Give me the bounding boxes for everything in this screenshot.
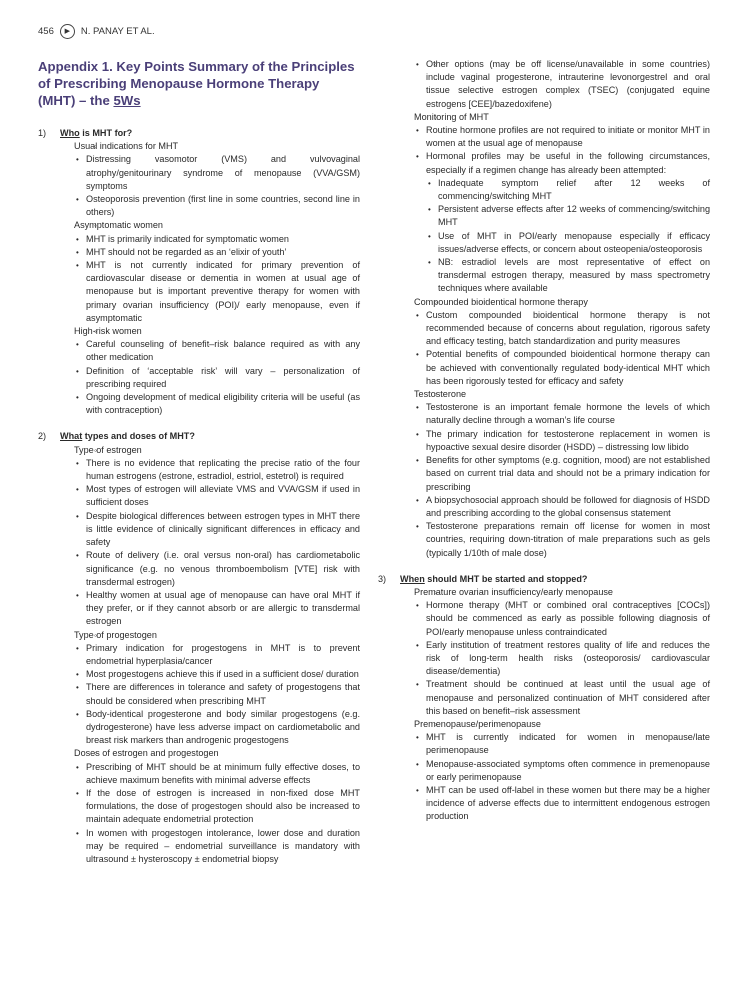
journal-logo-icon: ▶ (60, 24, 75, 39)
list-item: • ◦ Other options (may be off license/unavailable in some countries) include vaginal progesterone, intrauterine levonorgestrel and oral tissue selective estrogen complex (TSEC) (conjugated equine estrogens [CEE]/bazedoxifene) (426, 58, 710, 111)
list-item: • Osteoporosis prevention (first line in some countries, second line in others) (86, 193, 360, 219)
list-item: • NB: estradiol levels are most representative of effect on transdermal estrogen therapy, measured by mass spectrometry techniques where available (438, 256, 710, 296)
continued-group (414, 58, 710, 111)
list-item: • If the dose of estrogen is increased in non-fixed dose MHT formulations, the dose of progestogen should also be increased to maintain adequate endometrial protection (86, 787, 360, 827)
section-when: 3) When should MHT be started and stopped? (378, 573, 588, 584)
list-item: • Potential benefits of compounded bioidentical hormone therapy can be achieved with conventionally regulated body-identical MHT which has been rigorously tested for efficacy and safety (426, 348, 710, 388)
list-item: • Definition of ‘acceptable risk’ will vary – personalization of prescribing required (86, 365, 360, 391)
group-poi: ◦ Premature ovarian insufficiency/early menopause • Hormone therapy (MHT or combined oral contraceptives [COCs]) should be commenced as early as possible following diagnosis of POI/early menopause unless contraindicated • Early institution of treatment restores quality of life and reduces the risk of long-term health risks (osteoporosis/ cardiovascular disease/dementia) • Treatment should be continued at least until the usual age of menopause and personalized continuation of MHT considered after this based on benefit–risk assessment (414, 586, 710, 718)
list-item: • Most progestogens achieve this if used in a sufficient dose/ duration (86, 668, 360, 681)
list-item: • Benefits for other symptoms (e.g. cognition, mood) are not established based on current trial data and should not be a primary indication for prescribing (426, 454, 710, 494)
list-item: • Early institution of treatment restores quality of life and reduces the risk of long-term health risks (osteoporosis/ cardiovascular disease/dementia) (426, 639, 710, 679)
appendix-title: Appendix 1. Key Points Summary of the Principles of Prescribing Menopause Hormone Therapy (MHT) – the 5Ws (38, 59, 355, 108)
list-item: • Despite biological differences between estrogen types in MHT there is little evidence of clinically significant differences in efficacy and safety (86, 510, 360, 550)
list-item: • MHT is currently indicated for women in menopause/late perimenopause (426, 731, 710, 757)
section-who: 1) Who is MHT for? (38, 128, 133, 138)
right-groups-a (378, 58, 710, 111)
list-item: • Most types of estrogen will alleviate VMS and VVA/GSM if used in sufficient doses (86, 483, 360, 509)
right-groups-b (378, 111, 710, 560)
list-item: • MHT should not be regarded as an ‘elixir of youth’ (86, 246, 360, 259)
list-item: • Treatment should be continued at least until the usual age of menopause and personalized continuation of MHT considered after this based on benefit–risk assessment (426, 678, 710, 718)
group-usual-indications: ◦ Usual indications for MHT • Distressing vasomotor (VMS) and vulvovaginal atrophy/genitourinary syndrome of menopause (VVA/GSM) symptoms • Osteoporosis prevention (first line in some countries, second line in others) (74, 140, 360, 219)
list-item: • Persistent adverse effects after 12 weeks of commencing/switching MHT (438, 203, 710, 229)
list-item: • Inadequate symptom relief after 12 weeks of commencing/switching MHT (438, 177, 710, 203)
group-perimenopause: ◦ Premenopause/perimenopause • MHT is currently indicated for women in menopause/late perimenopause • Menopause-associated symptoms often commence in premenopause or early perimenopause • MHT can be used off-label in these women but there may be a higher incidence of adverse effects due to intermittent endogenous estrogen production (414, 718, 710, 824)
group-type-estrogen: ◦ Type of estrogen • There is no evidence that replicating the precise ratio of the four human estrogens (estrone, estradiol, estriol, estetrol) is required • Most types of estrogen will alleviate VMS and VVA/GSM if used in sufficient doses • Despite biological differences between estrogen types in MHT there is little evidence of clinically significant differences in efficacy and safety • Route of delivery (i.e. oral versus non-oral) has cardiometabolic significance (e.g. no venous thromboembolism [VTE] risk with transdermal estrogen) • Healthy women at usual age of menopause can have oral MHT if they prefer, or if they cannot absorb or are allergic to transdermal estrogen (74, 444, 360, 629)
group-doses: ◦ Doses of estrogen and progestogen • Prescribing of MHT should be at minimum fully effective doses, to achieve maximum benefits with minimal adverse effects • If the dose of estrogen is increased in non-fixed dose MHT formulations, the dose of progestogen should also be increased to maintain adequate endometrial protection • In women with progestogen intolerance, lower dose and duration may be required – endometrial surveillance is mandatory with ultrasound ± hysteroscopy ± endometrial biopsy (74, 747, 360, 866)
group-testosterone: ◦ Testosterone • Testosterone is an important female hormone the levels of which naturally decline through a woman’s life course • The primary indication for testosterone replacement in women is hypoactive sexual desire disorder (HSDD) – distressing low libido • Benefits for other symptoms (e.g. cognition, mood) are not established based on current trial data and should not be a primary indication for prescribing • A biopsychosocial approach should be followed for diagnosis of HSDD and prescribing according to the global consensus statement • Testosterone preparations remain off license for women in most countries, requiring down-titration of male preparations such as gels (typically 1/10th of male dose) (414, 388, 710, 560)
list-item: • Use of MHT in POI/early menopause especially if efficacy issues/adverse effects, or concern about osteopenia/osteoporosis (438, 230, 710, 256)
list-item: • Testosterone is an important female hormone the levels of which naturally decline through a woman’s life course (426, 401, 710, 427)
group-monitoring: ◦ Monitoring of MHT • Routine hormone profiles are not required to initiate or monitor MHT in women at the usual age of menopause • Hormonal profiles may be useful in the following circumstances, especially if a regimen change has already been attempted: • Inadequate symptom relief after 12 weeks of commencing/switching MHT • Persistent adverse effects after 12 weeks of commencing/switching MHT • Use of MHT in POI/early menopause especially if efficacy issues/adverse effects, or concern about osteopenia/osteoporosis • NB: estradiol levels are most representative of effect on transdermal estrogen therapy, measured by mass spectrometry techniques where available (414, 111, 710, 296)
left-column (38, 127, 360, 866)
right-column (378, 58, 710, 824)
section-what: 2) What types and doses of MHT? (38, 431, 195, 442)
group-compounded: ◦ Compounded bioidentical hormone therapy • Custom compounded bioidentical hormone therapy is not recommended because of concerns about regulation, rigorous safety and efficacy testing, batch standardization and purity measures • Potential benefits of compounded bioidentical hormone therapy can be achieved with conventionally regulated body-identical MHT which has been rigorously tested for efficacy and safety (414, 296, 710, 388)
page-number: 456 (38, 25, 54, 37)
list-item: • Hormone therapy (MHT or combined oral contraceptives [COCs]) should be commenced as early as possible following diagnosis of POI/early menopause unless contraindicated (426, 599, 710, 639)
list-item: • Careful counseling of benefit–risk balance required as with any other medication (86, 338, 360, 364)
title-5ws-link[interactable]: 5Ws (113, 93, 141, 108)
list-item: • The primary indication for testosterone replacement in women is hypoactive sexual desire disorder (HSDD) – distressing low libido (426, 428, 710, 454)
list-item: • MHT can be used off-label in these women but there may be a higher incidence of adverse effects due to intermittent endogenous estrogen production (426, 784, 710, 824)
list-item: • Menopause-associated symptoms often commence in premenopause or early perimenopause (426, 758, 710, 784)
what-groups (38, 444, 360, 867)
list-item: • Hormonal profiles may be useful in the following circumstances, especially if a regimen change has already been attempted: • Inadequate symptom relief after 12 weeks of commencing/switching MHT • Persistent adverse effects after 12 weeks of commencing/switching MHT • Use of MHT in POI/early menopause especially if efficacy issues/adverse effects, or concern about osteopenia/osteoporosis • NB: estradiol levels are most representative of effect on transdermal estrogen therapy, measured by mass spectrometry techniques where available (426, 150, 710, 295)
list-item: • Healthy women at usual age of menopause can have oral MHT if they prefer, or if they cannot absorb or are allergic to transdermal estrogen (86, 589, 360, 629)
group-high-risk: ◦ High-risk women • Careful counseling of benefit–risk balance required as with any other medication • Definition of ‘acceptable risk’ will vary – personalization of prescribing required • Ongoing development of medical eligibility criteria will be useful (as with contraception) (74, 325, 360, 417)
list-item: • Primary indication for progestogens in MHT is to prevent endometrial hyperplasia/cancer (86, 642, 360, 668)
list-item: • In women with progestogen intolerance, lower dose and duration may be required – endometrial surveillance is mandatory with ultrasound ± hysteroscopy ± endometrial biopsy (86, 827, 360, 867)
list-item: • Custom compounded bioidentical hormone therapy is not recommended because of concerns about regulation, rigorous safety and efficacy testing, batch standardization and purity measures (426, 309, 710, 349)
list-item: • Testosterone preparations remain off license for women in most countries, requiring down-titration of male preparations such as gels (typically 1/10th of male dose) (426, 520, 710, 560)
list-item: • MHT is not currently indicated for primary prevention of cardiovascular disease or dementia in women at usual age of menopause but is important preventive therapy for women with primary ovarian insufficiency (POI)/ early menopause, even if asymptomatic (86, 259, 360, 325)
list-item: • There is no evidence that replicating the precise ratio of the four human estrogens (estrone, estradiol, estriol, estetrol) is required (86, 457, 360, 483)
list-item: • Body-identical progesterone and body similar progestogens (e.g. dydrogesterone) have less adverse impact on cardiometabolic and breast risk markers than androgenic progestogens (86, 708, 360, 748)
who-groups (38, 140, 360, 417)
when-groups (378, 586, 710, 824)
group-type-progestogen: ◦ Type of progestogen • Primary indication for progestogens in MHT is to prevent endometrial hyperplasia/cancer • Most progestogens achieve this if used in a sufficient dose/ duration • There are differences in tolerance and safety of progestogens that should be considered when prescribing MHT • Body-identical progesterone and body similar progestogens (e.g. dydrogesterone) have less adverse impact on cardiometabolic and breast risk markers than androgenic progestogens (74, 629, 360, 748)
list-item: • Prescribing of MHT should be at minimum fully effective doses, to achieve maximum benefits with minimal adverse effects (86, 761, 360, 787)
list-item: • A biopsychosocial approach should be followed for diagnosis of HSDD and prescribing according to the global consensus statement (426, 494, 710, 520)
list-item: • Distressing vasomotor (VMS) and vulvovaginal atrophy/genitourinary syndrome of menopause (VVA/GSM) symptoms (86, 153, 360, 193)
group-asymptomatic: ◦ Asymptomatic women • MHT is primarily indicated for symptomatic women • MHT should not be regarded as an ‘elixir of youth’ • MHT is not currently indicated for primary prevention of cardiovascular disease or dementia in women at usual age of menopause but is important preventive therapy for women with primary ovarian insufficiency (POI)/ early menopause, even if asymptomatic (74, 219, 360, 325)
list-item: • MHT is primarily indicated for symptomatic women (86, 233, 360, 246)
running-authors: N. PANAY ET AL. (80, 25, 155, 37)
list-item: • Ongoing development of medical eligibility criteria will be useful (as with contraception) (86, 391, 360, 417)
list-item: • There are differences in tolerance and safety of progestogens that should be considered when prescribing MHT (86, 681, 360, 707)
list-item: • Route of delivery (i.e. oral versus non-oral) has cardiometabolic significance (e.g. no venous thromboembolism [VTE] risk with transdermal estrogen) (86, 549, 360, 589)
list-item: • Routine hormone profiles are not required to initiate or monitor MHT in women at the usual age of menopause (426, 124, 710, 150)
running-header (38, 22, 155, 40)
